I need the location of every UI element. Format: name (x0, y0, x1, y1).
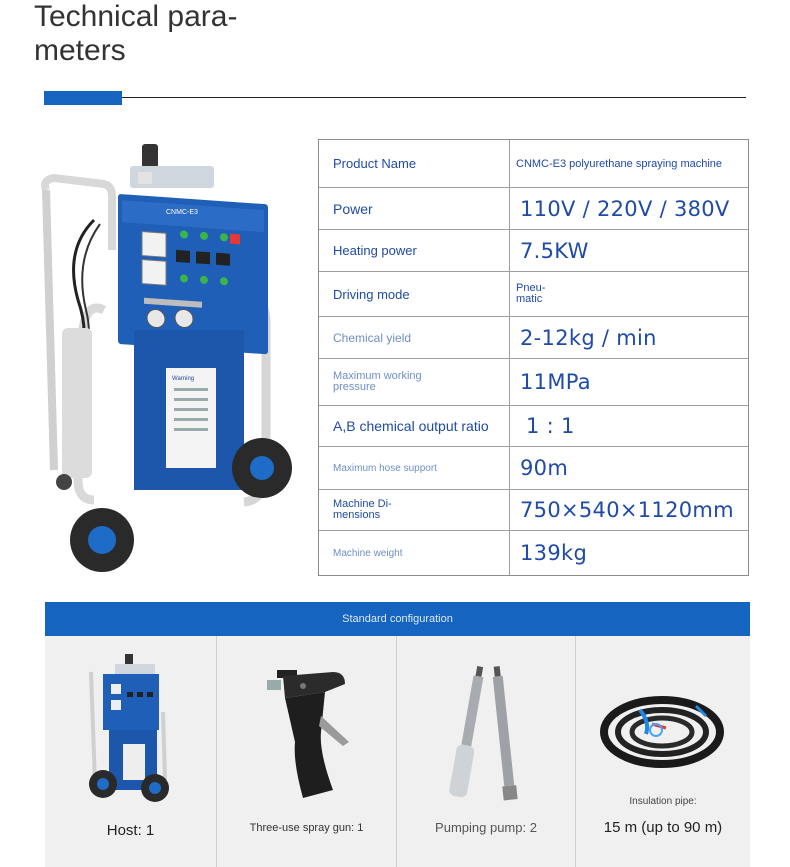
config-caption: Pumping pump: 2 (435, 820, 537, 835)
spec-label: Chemical yield (319, 317, 510, 358)
spec-row (319, 406, 748, 447)
configuration-grid (45, 636, 750, 867)
spec-value: 11MPa (520, 370, 591, 394)
spec-label (319, 490, 510, 530)
warning-label: Warning (172, 376, 195, 382)
spec-row (319, 272, 748, 317)
spec-row (319, 490, 748, 531)
config-caption: Host: 1 (106, 822, 155, 839)
spec-label: Power (319, 188, 510, 229)
spec-value-line: Pneu- (516, 282, 546, 294)
spec-label-line: Maximum working (333, 370, 422, 382)
config-caption-line2: 15 m (up to 90 m) (603, 819, 723, 836)
spec-label: Maximum hose support (319, 447, 510, 489)
spec-value-line: matic (516, 293, 543, 305)
spec-row (319, 140, 748, 188)
spec-value: 1 : 1 (526, 414, 575, 438)
spec-value: 2-12kg / min (520, 325, 657, 350)
spec-value (510, 272, 748, 316)
spec-label-line: mensions (333, 509, 381, 521)
title-accent-bar (44, 91, 122, 105)
spray-gun-image (263, 662, 355, 802)
spec-row (319, 188, 748, 230)
config-item-host (45, 636, 217, 867)
spec-value: 7.5KW (520, 238, 589, 263)
spec-row (319, 531, 748, 575)
spec-value: 750×540×1120mm (520, 498, 734, 522)
insulation-pipe-image (600, 694, 724, 772)
spec-row (319, 359, 748, 406)
spraying-machine-image (34, 140, 304, 580)
spec-label (319, 359, 510, 405)
config-item-insulation-pipe (576, 636, 750, 867)
spec-row (319, 230, 748, 272)
config-caption-line1: Insulation pipe: (629, 796, 697, 807)
machine-brand-label: CNMC-E3 (166, 209, 198, 216)
page-title (34, 0, 237, 68)
spec-label: Product Name (319, 140, 510, 187)
title-divider (122, 97, 746, 98)
spec-row (319, 317, 748, 359)
spec-value: 90m (520, 456, 569, 480)
page-title-line2: meters (34, 34, 126, 67)
spec-value: 110V / 220V / 380V (520, 196, 730, 221)
spec-row (319, 447, 748, 490)
pumping-pump-image (441, 666, 533, 804)
config-item-pumping-pump (397, 636, 576, 867)
spec-value: CNMC-E3 polyurethane spraying machine (516, 157, 723, 170)
spec-table (318, 139, 749, 576)
spec-label: Driving mode (319, 272, 510, 316)
spec-label: A,B chemical output ratio (319, 406, 510, 446)
config-item-spray-gun (217, 636, 397, 867)
spec-label-line: Machine Di- (333, 498, 392, 510)
spec-label-line: pressure (333, 381, 376, 393)
spec-label: Heating power (319, 230, 510, 271)
spec-label: Machine weight (319, 531, 510, 575)
spec-value: 139kg (520, 541, 588, 565)
band-title: Standard configuration (342, 613, 453, 625)
config-caption: Three-use spray gun: 1 (249, 822, 364, 834)
standard-configuration-band (45, 602, 750, 636)
page-title-line1: Technical para- (34, 0, 238, 33)
host-machine-image (81, 652, 181, 806)
